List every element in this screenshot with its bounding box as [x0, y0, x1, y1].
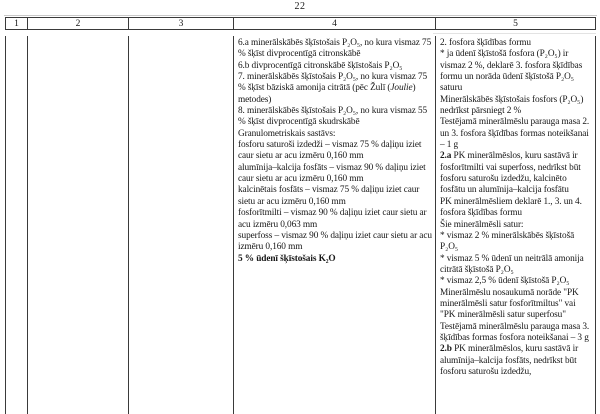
paragraph: 5 % ūdenī šķīstošais K₂O: [238, 253, 336, 264]
header-cell-1: 1: [6, 18, 28, 29]
paragraph: alumīnija–kalcija fosfāts – vismaz 90 % daļiņu iziet caur sietu ar acu izmēru 0,160 mm: [238, 162, 426, 185]
paragraph: * vismaz 2,5 % ūdenī šķīstošā P₂O₅: [440, 276, 570, 287]
body-cell-3: [129, 36, 234, 414]
body-cell-1: [6, 36, 28, 414]
paragraph: Minerālskābēs šķīstošais fosfors (P₂O₅) nedrīkst pārsniegt 2 %: [440, 94, 584, 117]
body-cell-5: [436, 36, 595, 414]
paragraph: * vismaz 2 % minerālskābēs šķīstošā P₂O₅: [440, 230, 575, 253]
paragraph: * vismaz 5 % ūdenī un neitrālā amonija citrātā šķīstošā P₂O₅: [440, 253, 584, 275]
paragraph: * ja ūdenī šķīstošā fosfora (P₂O₅) ir vismaz 2 %, deklarē 3. fosfora šķīdības formu un norāda ūdenī šķīstošā P₂O₅ saturu: [440, 49, 583, 94]
paragraph: kalcinētais fosfāts – vismaz 75 % daļiņu iziet caur sietu ar acu izmēru 0,160 mm: [238, 185, 420, 207]
paragraph: Granulometriskais sastāvs:: [238, 128, 336, 139]
paragraph: 2.a PK minerālmēslos, kuru sastāvā ir fosforītmilti vai superfoss, nedrīkst būt fosforu saturošu izdedžu, kalcinēto fosfātu un alumīnija–kalcija fosfātu: [440, 151, 581, 196]
header-cell-5: 5: [513, 18, 518, 29]
paragraph: Minerālmēslu nosaukumā norāde "PK minerālmēsli satur fosforītmiltus" vai "PK minerālmēsli satur superfosu": [440, 287, 579, 321]
header-cell-3: 3: [129, 18, 234, 29]
body-cell-4: [234, 36, 436, 414]
paragraph: fosforu saturoši izdedži – vismaz 75 % daļiņu iziet caur sietu ar acu izmēru 0,160 mm: [238, 140, 422, 162]
body-cell-2: [28, 36, 129, 414]
header-cell-4: 4: [234, 18, 436, 29]
paragraph: Šie minerālmēsli satur:: [440, 219, 524, 230]
paragraph: fosforītmilti – vismaz 90 % daļiņu iziet caur sietu ar acu izmēru 0,063 mm: [238, 208, 427, 230]
page-number: 22: [294, 1, 306, 12]
paragraph: PK minerālmēsliem deklarē 1., 3. un 4. fosfora šķīdības formu: [440, 196, 582, 219]
paragraph: 6.b divprocentīgā citronskābē šķīstošais P₂O₅: [238, 60, 403, 71]
paragraph: 2. fosfora šķīdības formu: [440, 38, 531, 48]
paragraph: 8. minerālskābēs šķīstošais P₂O₅, no kura vismaz 55 % šķīst divprocentīgā skudrskābē: [238, 106, 428, 128]
paragraph: 2.b PK minerālmēslos, kuru sastāvā ir alumīnija–kalcija fosfāts, nedrīkst būt fosforu saturošu izdedžu,: [440, 344, 579, 377]
paragraph: 6.a minerālskābēs šķīstošais P₂O₅, no kura vismaz 75 % šķīst divprocentīgā citronskābē: [238, 38, 432, 60]
table-header-row: [5, 17, 596, 30]
paragraph: Testējamā minerālmēslu parauga masa 2. un 3. fosfora šķīdības formas noteikšanai – 1 g: [440, 117, 590, 151]
header-cell-2: 2: [28, 18, 129, 29]
scan-artifact-line: [433, 33, 596, 34]
table-body-row: [5, 36, 596, 414]
scan-artifact-line: [4, 15, 597, 16]
paragraph: superfoss – vismaz 90 % daļiņu iziet caur sietu ar acu izmēru 0,160 mm: [238, 230, 432, 253]
paragraph: Testējamā minerālmēslu parauga masa 3. šķīdības formas fosfora noteikšanai – 3 g: [440, 321, 590, 343]
paragraph: 7. minerālskābēs šķīstošais P₂O₅, no kura vismaz 75 % šķīst bāziskā amonija citrātā (pēc Žulī (Joulie) metodes): [238, 72, 428, 105]
